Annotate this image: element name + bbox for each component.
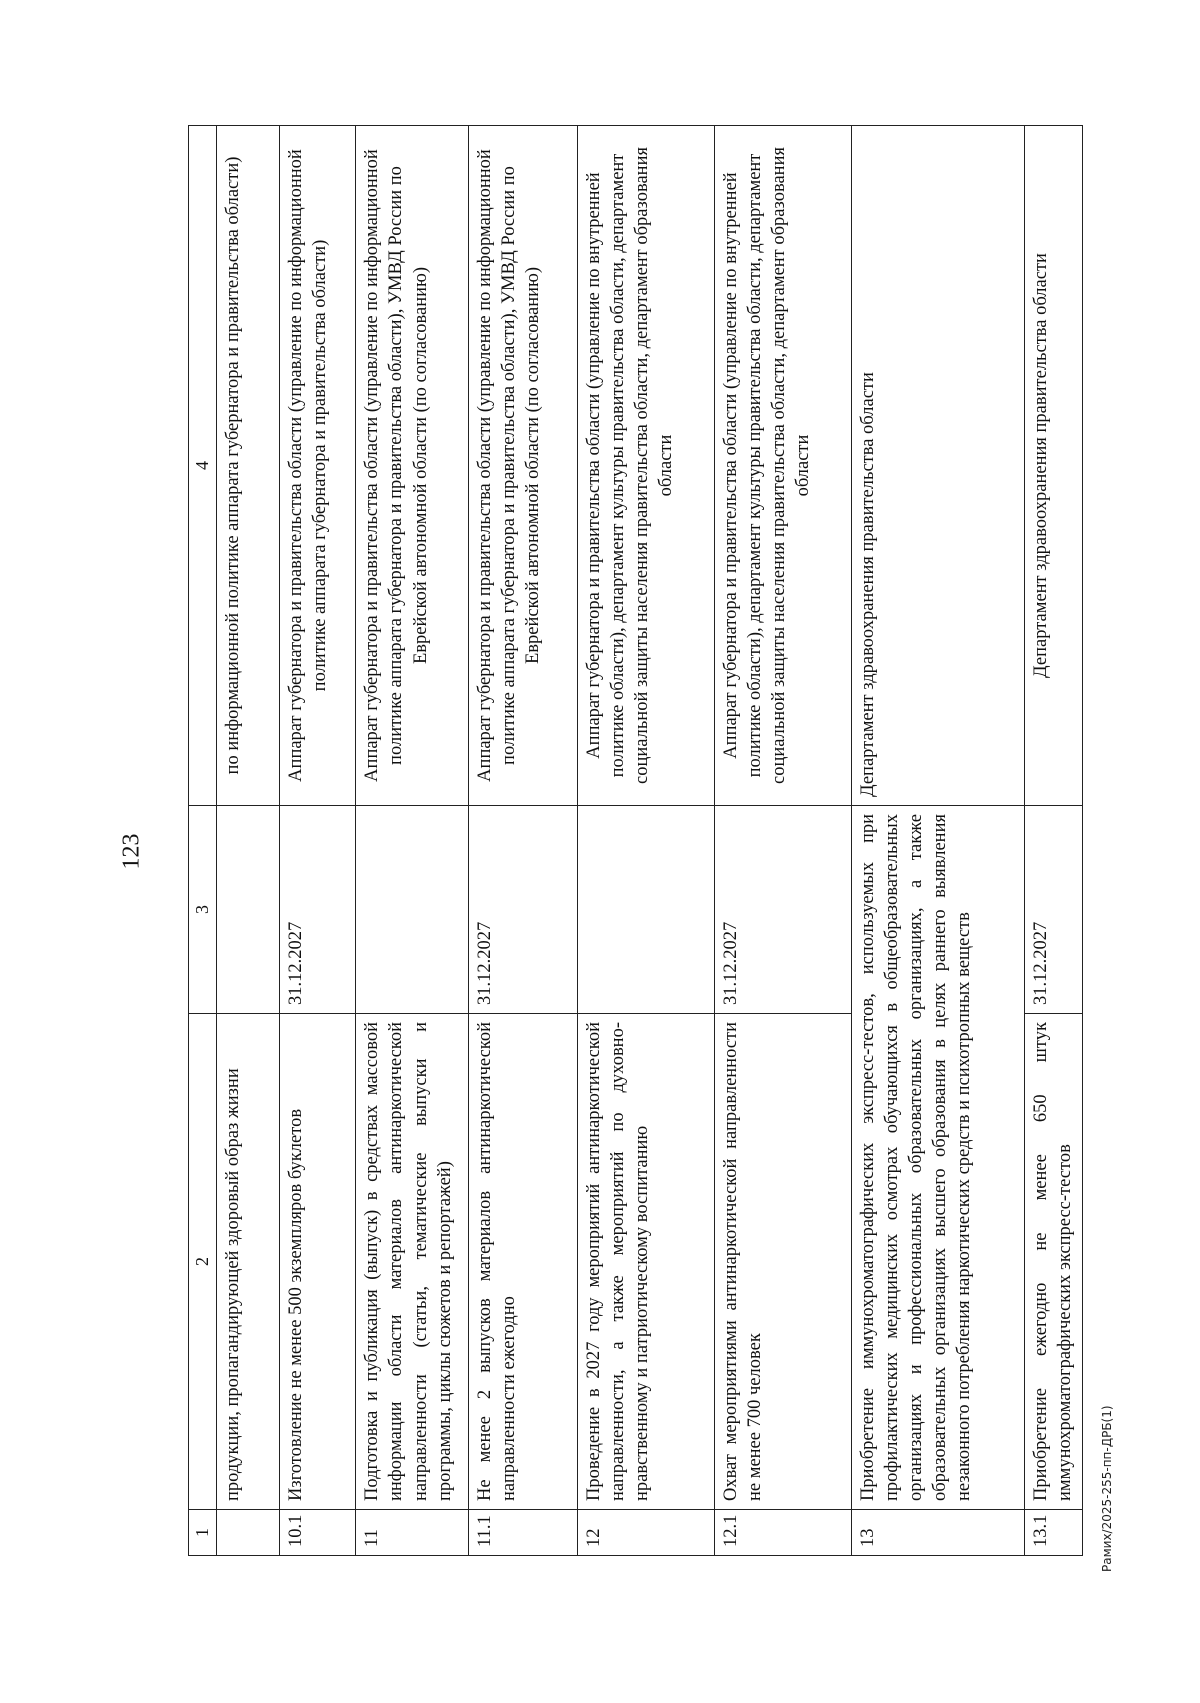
row-number: 10.1 [279, 1510, 356, 1556]
row-responsible: Департамент здравоохранения правительства области [1025, 126, 1083, 806]
row-description: Приобретение ежегодно не менее 650 штук иммунохроматографических экспресс-тестов [1025, 1014, 1083, 1510]
table-row [469, 126, 578, 1556]
row-number: 13.1 [1025, 1510, 1083, 1556]
row-description: Подготовка и публикация (выпуск) в средствах массовой информации области материалов антинаркотической направленности (статьи, тематические выпуски и программы, циклы сюжетов и репортажей) [356, 1014, 469, 1510]
column-header: 2 [189, 1014, 217, 1510]
row-description: продукции, пропагандирующей здоровый образ жизни [217, 1014, 279, 1510]
table-row [217, 126, 279, 1556]
row-responsible: Департамент здравоохранения правительства области [852, 126, 1025, 806]
table-header-row [189, 126, 217, 1556]
column-header: 4 [189, 126, 217, 806]
table-row [356, 126, 469, 1556]
page-number: 123 [118, 833, 145, 870]
row-description: Приобретение иммунохроматографических экспресс-тестов, используемых при профилактических медицинских осмотрах обучающихся в общеобразовательных организациях и профессиональных образовательных организациях, а также образовательных организациях высшего образования в целях раннего выявления незаконного потребления наркотических средств и психотропных веществ [852, 806, 1025, 1510]
row-number: 13 [852, 1510, 1025, 1556]
row-responsible: Аппарат губернатора и правительства области (управление по информационной политике аппарата губернатора и правительства области), УМВД России по Еврейской автономной области (по согласованию) [469, 126, 578, 806]
table-row [852, 126, 1025, 1556]
row-deadline: 31.12.2027 [715, 806, 852, 1014]
row-number: 12 [578, 1510, 715, 1556]
row-number: 12.1 [715, 1510, 852, 1556]
table-row [279, 126, 356, 1556]
row-responsible: Аппарат губернатора и правительства области (управление по внутренней политике области), департамент культуры правительства области, департамент социальной защиты населения правительства области, департамент образования области [578, 126, 715, 806]
table-row [1025, 126, 1083, 1556]
row-deadline [578, 806, 715, 1014]
column-header: 3 [189, 806, 217, 1014]
measures-table [188, 126, 1083, 1556]
document-code: Рамих/2025-255-пп-ДРБ(1) [1100, 1405, 1114, 1572]
row-deadline: 31.12.2027 [279, 806, 356, 1014]
row-description: Проведение в 2027 году мероприятий антинаркотической направленности, а также мероприятий по духовно-нравственному и патриотическому воспитанию [578, 1014, 715, 1510]
row-number: 11.1 [469, 1510, 578, 1556]
row-deadline: 31.12.2027 [1025, 806, 1083, 1014]
row-description: Не менее 2 выпусков материалов антинаркотической направленности ежегодно [469, 1014, 578, 1510]
row-responsible: Аппарат губернатора и правительства области (управление по внутренней политике области), департамент культуры правительства области, департамент социальной защиты населения правительства области, департамент образования области [715, 126, 852, 806]
table-row [578, 126, 715, 1556]
row-deadline: 31.12.2027 [469, 806, 578, 1014]
row-deadline [356, 806, 469, 1014]
row-deadline [217, 806, 279, 1014]
table-row [715, 126, 852, 1556]
row-number: 11 [356, 1510, 469, 1556]
row-responsible: Аппарат губернатора и правительства области (управление по информационной политике аппарата губернатора и правительства области) [279, 126, 356, 806]
row-responsible: Аппарат губернатора и правительства области (управление по информационной политике аппарата губернатора и правительства области), УМВД России по Еврейской автономной области (по согласованию) [356, 126, 469, 806]
row-description: Охват мероприятиями антинаркотической направленности не менее 700 человек [715, 1014, 852, 1510]
row-description: Изготовление не менее 500 экземпляров буклетов [279, 1014, 356, 1510]
row-number [217, 1510, 279, 1556]
row-responsible: по информационной политике аппарата губернатора и правительства области) [217, 126, 279, 806]
column-header: 1 [189, 1510, 217, 1556]
